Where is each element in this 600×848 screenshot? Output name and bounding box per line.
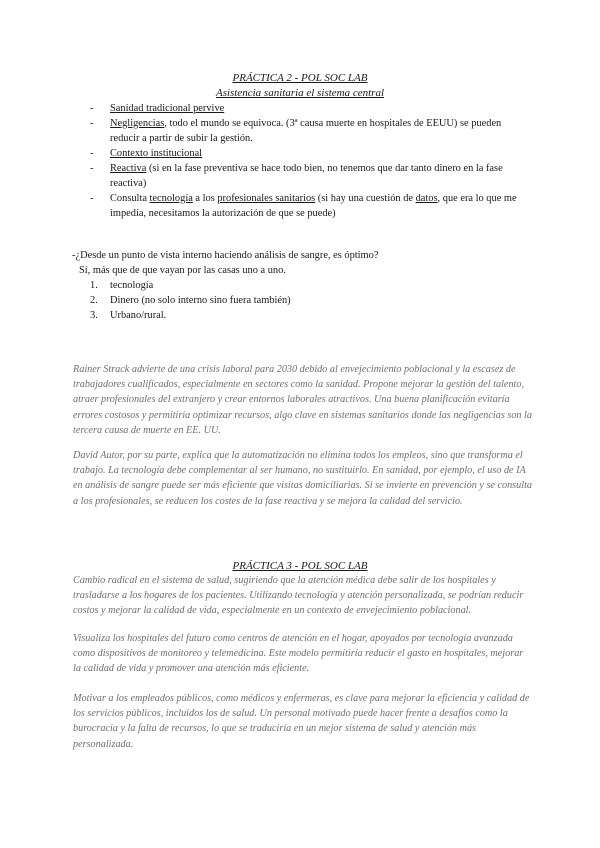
underlined-term: Negligencias xyxy=(110,118,165,129)
question-text: -¿Desde un punto de vista interno haciendo análisis de sangre, es óptimo? xyxy=(72,250,379,261)
bullet-text: (si en la fase preventiva se hace todo bien, no tenemos que dar tanto dinero en la fase reactiva) xyxy=(110,163,503,189)
bullet-text: a los xyxy=(192,193,218,204)
underlined-term: Sanidad tradicional pervive xyxy=(110,103,225,114)
practica3-title: PRÁCTICA 3 - POL SOC LAB xyxy=(232,560,368,572)
paragraph-cambio-radical: Cambio radical en el sistema de salud, sugiriendo que la atención médica debe salir de los hospitales y trasladarse a los hogares de los pacientes. Utilizando tecnología y atención personalizada, se podrían reducir costos y mejorar la calidad de vida, especialmente en un contexto de envejecimiento poblacional. xyxy=(73,575,524,617)
list-text: Urbano/rural. xyxy=(110,310,167,321)
bullet-text: (si hay una cuestión de xyxy=(315,193,416,204)
bullet-dash: - xyxy=(90,163,94,174)
bullet-item xyxy=(90,191,540,221)
paragraph-david-autor: David Autor, por su parte, explica que la automatización no elimina todos los empleos, sino que transforma el trabajo. La tecnología debe complementar al ser humano, no sustituirlo. En sanidad, por ejemplo, el uso de IA en análisis de sangre puede ser más eficiente que visitas domiciliarias. Si se invierte en prevención y se consulta a los profesionales, se reducen los costes de la fase reactiva y se mejora la calidad del servicio. xyxy=(73,450,532,507)
paragraph-rainer-strack: Rainer Strack advierte de una crisis laboral para 2030 debido al envejecimiento poblacional y la escasez de trabajadores cualificados, especialmente en sectores como la sanidad. Propone mejorar la gestión del talento, atraer profesionales del extranjero y crear entornos laborales atractivos. Una buena planificación evitaría errores costosos y permitiría optimizar recursos, algo clave en sistemas sanitarios donde las negligencias son la tercera causa de muerte en EE. UU. xyxy=(73,364,532,436)
answer-text: Sí, más que de que vayan por las casas uno a uno. xyxy=(79,265,286,276)
list-item xyxy=(90,308,166,323)
practica2-subtitle: Asistencia sanitaria el sistema central xyxy=(215,87,385,99)
bullet-text: , todo el mundo se equivoca. (3ª causa muerte en hospitales de EEUU) se pueden reducir a partir de subir la gestión. xyxy=(110,118,502,144)
list-number: 3. xyxy=(90,310,98,321)
paragraph-motivar-empleados: Motivar a los empleados públicos, como médicos y enfermeras, es clave para mejorar la eficiencia y calidad de los servicios públicos, incluidos los de salud. Un personal motivado puede hacer frente a desafíos como la burocracia y la falta de recursos, lo que se traduciría en un mejor sistema de salud y atención más personalizada. xyxy=(73,693,530,750)
bullet-item xyxy=(90,146,540,161)
practica2-title: PRÁCTICA 2 - POL SOC LAB xyxy=(232,72,368,84)
bullet-item xyxy=(90,116,540,146)
underlined-term: profesionales sanitarios xyxy=(217,193,316,204)
list-text: tecnología xyxy=(110,280,154,291)
bullet-text: Consulta xyxy=(110,193,150,204)
underlined-term: tecnología xyxy=(149,193,193,204)
bullet-dash: - xyxy=(90,148,94,159)
bullet-dash: - xyxy=(90,103,94,114)
bullet-dash: - xyxy=(90,193,94,204)
list-number: 1. xyxy=(90,280,98,291)
list-number: 2. xyxy=(90,295,98,306)
underlined-term: Contexto institucional xyxy=(110,148,203,159)
bullet-text: , que era lo que me impedía, necesitamos la autorización de que se puede) xyxy=(110,193,517,219)
list-text: Dinero (no solo interno sino fuera también) xyxy=(110,295,291,306)
underlined-term: datos xyxy=(415,193,438,204)
list-item xyxy=(90,278,153,293)
bullet-dash: - xyxy=(90,118,94,129)
bullet-item xyxy=(90,101,540,116)
list-item xyxy=(90,293,291,308)
underlined-term: Reactiva xyxy=(110,163,147,174)
paragraph-hospitales-futuro: Visualiza los hospitales del futuro como centros de atención en el hogar, apoyados por tecnología avanzada como dispositivos de monitoreo y telemedicina. Este modelo permitiría reducir el gasto en hospitales, mejorar la calidad de vida y promover una atención más eficiente. xyxy=(73,633,524,675)
bullet-item xyxy=(90,161,540,191)
